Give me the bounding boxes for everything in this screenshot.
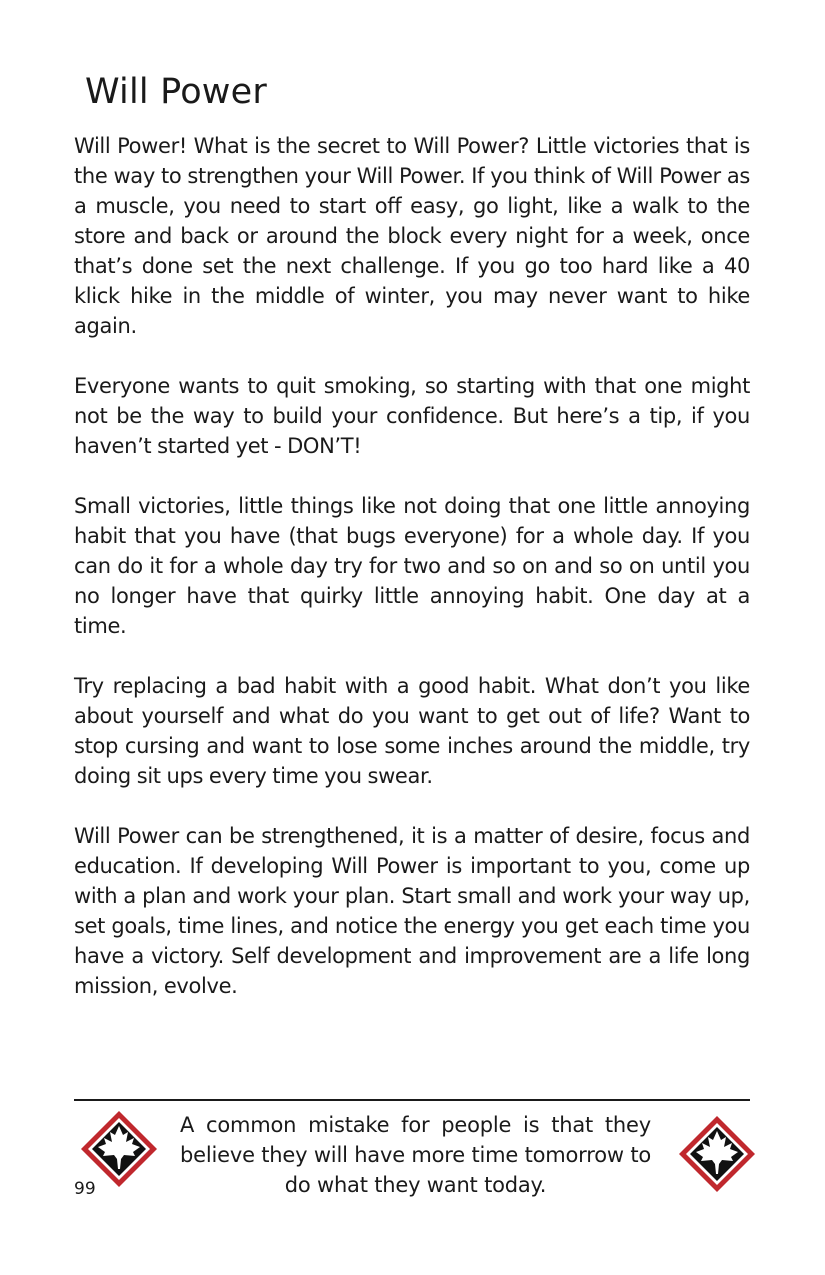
paragraph: Small victories, little things like not doing that one little annoying habit that you have (that bugs everyone) for a whole day. If you can do it for a whole day try for two and so on and so on until you no longer have that quirky little annoying habit. One day at a time. xyxy=(74,494,750,638)
page-title: Will Power xyxy=(85,72,267,112)
paragraph: Try replacing a bad habit with a good habit. What don’t you like about yourself and what do you want to get out of life? Want to stop cursing and want to lose some inches around the middle, try doing sit ups every time you swear. xyxy=(74,674,750,788)
maple-leaf-diamond-icon xyxy=(79,1109,159,1189)
paragraph: Everyone wants to quit smoking, so starting with that one might not be the way to build your confidence. But here’s a tip, if you haven’t started yet - DON’T! xyxy=(74,374,750,458)
footer-divider xyxy=(74,1099,750,1101)
footer-quote: A common mistake for people is that they believe they will have more time tomorrow to do what they want today. xyxy=(180,1113,651,1197)
maple-leaf-diamond-icon xyxy=(677,1114,757,1194)
page-number: 99 xyxy=(74,1179,96,1199)
paragraph: Will Power! What is the secret to Will Power? Little victories that is the way to strengthen your Will Power. If you think of Will Power as a muscle, you need to start off easy, go light, like a walk to the store and back or around the block every night for a week, once that’s done set the next challenge. If you go too hard like a 40 klick hike in the middle of winter, you may never want to hike again. xyxy=(74,134,750,338)
paragraph: Will Power can be strengthened, it is a matter of desire, focus and education. If developing Will Power is important to you, come up with a plan and work your plan. Start small and work your way up, set goals, time lines, and notice the energy you get each time you have a victory. Self development and improvement are a life long mission, evolve. xyxy=(74,824,750,998)
body-text xyxy=(74,131,750,1031)
